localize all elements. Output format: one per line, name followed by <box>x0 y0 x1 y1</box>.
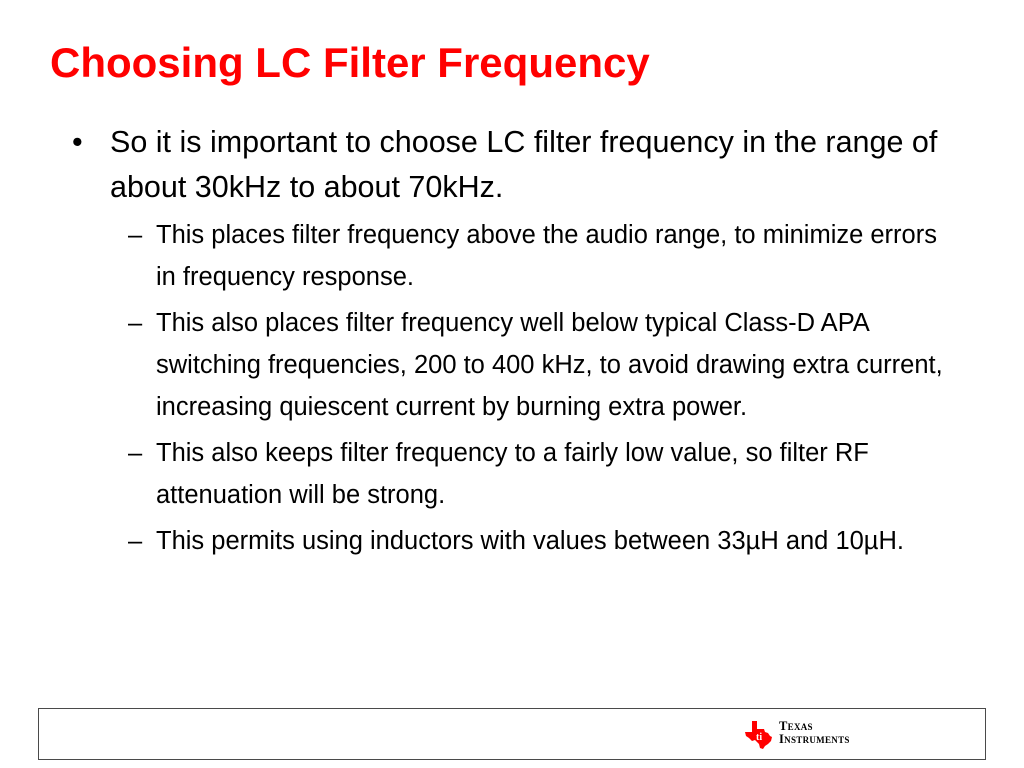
texas-instruments-logo <box>743 716 883 752</box>
slide-title: Choosing LC Filter Frequency <box>50 39 650 86</box>
sub-bullet-item <box>128 302 956 428</box>
sub-bullet-marker: – <box>128 439 143 467</box>
sub-bullet-marker: – <box>128 221 143 249</box>
sub-bullet-list <box>0 214 1024 562</box>
sub-bullet-text: This also keeps filter frequency to a fairly low value, so filter RF attenuation will be strong. <box>156 439 869 509</box>
bullet-item <box>72 120 980 210</box>
bullet-marker: • <box>72 125 83 159</box>
sub-bullet-item <box>128 214 956 298</box>
bullet-text: So it is important to choose LC filter frequency in the range of about 30kHz to about 70kHz. <box>110 125 938 204</box>
slide-body <box>0 120 1024 562</box>
sub-bullet-text: This places filter frequency above the audio range, to minimize errors in frequency response. <box>156 221 937 291</box>
sub-bullet-item <box>128 432 956 516</box>
sub-bullet-marker: – <box>128 309 143 337</box>
sub-bullet-text: This permits using inductors with values between 33µH and 10µH. <box>156 527 905 555</box>
sub-bullet-text: This also places filter frequency well below typical Class-D APA switching frequencies, 200 to 400 kHz, to avoid drawing extra current, increasing quiescent current by burning extra power. <box>156 309 943 421</box>
sub-bullet-item <box>128 520 956 562</box>
sub-bullet-marker: – <box>128 527 143 555</box>
texas-state-icon <box>743 718 775 750</box>
slide-footer <box>38 708 986 760</box>
logo-wordmark <box>779 720 850 746</box>
svg-text:ti: ti <box>756 732 763 743</box>
logo-word-instruments: Instruments <box>779 732 850 746</box>
logo-word-texas: Texas <box>779 719 813 733</box>
